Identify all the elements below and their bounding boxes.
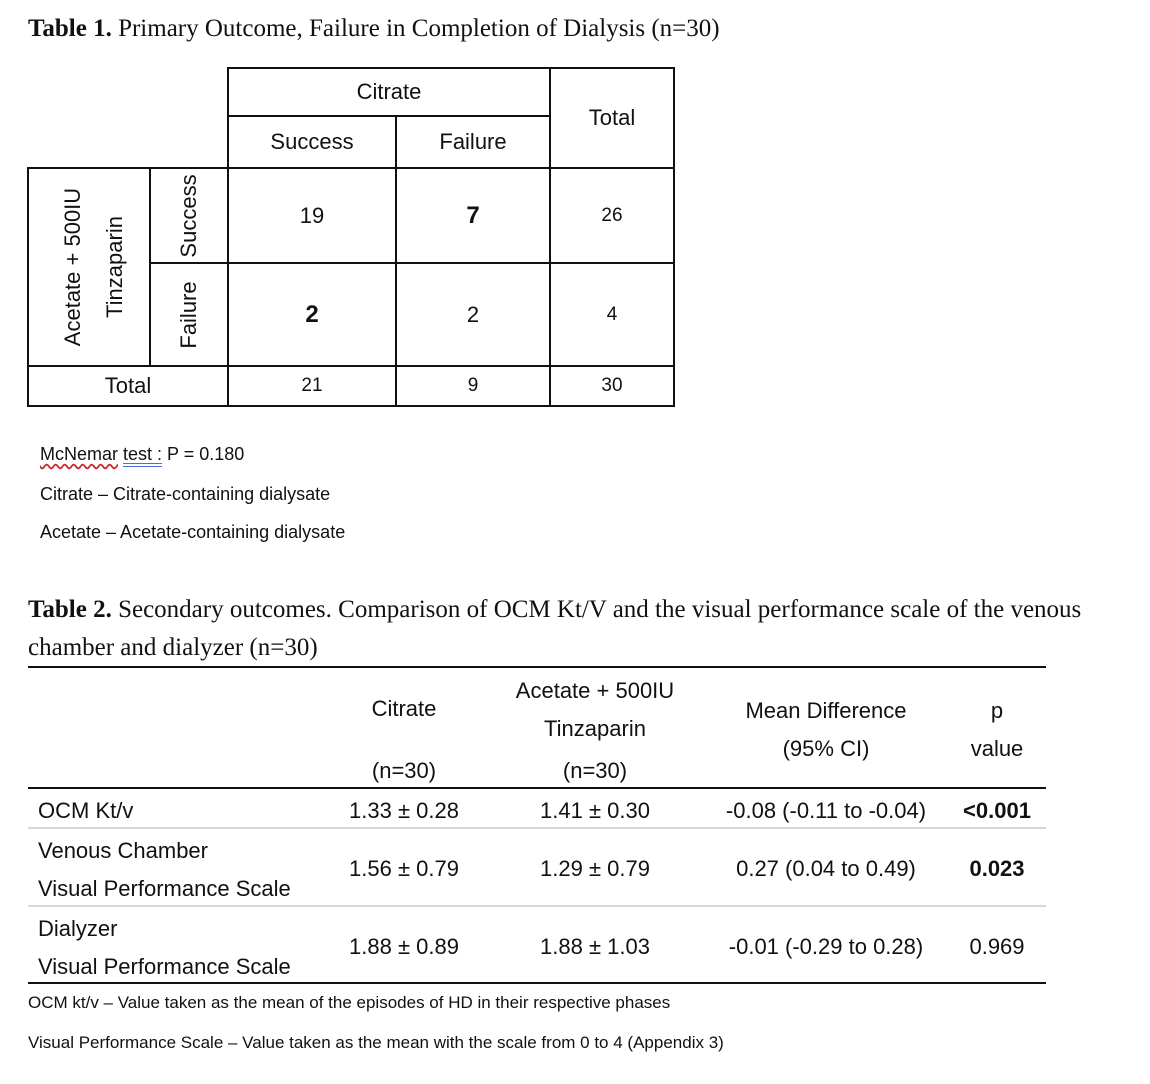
header-acetate-n: (n=30) [562,758,628,783]
table2-caption-label: Table 2. [28,596,112,623]
table2-caption-line2: chamber and dialyzer (n=30) [28,634,318,661]
footnote-ocm: OCM kt/v – Value taken as the mean of the episodes of HD in their respective phases [28,993,671,1012]
row2-label-line2: Visual Performance Scale [38,876,291,901]
cell-success-failure: 7 [396,168,550,263]
cell-total-total: 30 [550,366,674,406]
row-header-failure-label: Failure [176,280,201,349]
row-header-failure [150,263,228,366]
table2-caption-line1 [28,591,1081,629]
empty-corner [28,68,228,168]
row-header-success [150,168,228,263]
cell-failure-success: 2 [228,263,396,366]
row3-label-line2: Visual Performance Scale [38,954,291,979]
row-group-label-line1: Acetate + 500IU [60,187,85,347]
row3-mean-diff: -0.01 (-0.29 to 0.28) [728,934,924,959]
row2-label-line1: Venous Chamber [38,838,208,863]
header-citrate-n: (n=30) [371,758,437,783]
citrate-definition: Citrate – Citrate-containing dialysate [40,484,331,504]
row-group-acetate [28,168,150,366]
row3-acetate: 1.88 ± 1.03 [540,934,650,959]
mcnemar-word: McNemar [40,444,119,464]
col-header-success: Success [228,116,396,168]
table1-caption [28,10,720,48]
row2-acetate: 1.29 ± 0.79 [540,856,650,881]
row-divider [28,905,1046,907]
table2-caption-text: Secondary outcomes. Comparison of OCM Kt/V and the visual performance scale of the venous [111,596,1082,623]
row-header-total: Total [28,366,228,406]
table2-top-rule [28,666,1046,668]
mcnemar-note [40,444,244,465]
header-acetate-line2: Tinzaparin [544,716,646,741]
header-mean-diff-line2: (95% CI) [782,736,870,761]
row-group-label-line2: Tinzaparin [102,216,127,318]
test-word: test : [123,444,163,464]
cell-total-success: 21 [228,366,396,406]
row-header-success-label: Success [176,173,201,258]
cell-success-total: 26 [550,168,674,263]
row2-mean-diff: 0.27 (0.04 to 0.49) [736,856,916,881]
cell-failure-failure: 2 [396,263,550,366]
row3-citrate: 1.88 ± 0.89 [349,934,459,959]
row2-p-value: 0.023 [969,856,1025,881]
row2-citrate: 1.56 ± 0.79 [349,856,459,881]
contingency-table [27,67,675,407]
table2-header-rule [28,787,1046,789]
header-citrate: Citrate [371,696,437,721]
acetate-definition: Acetate – Acetate-containing dialysate [40,522,346,542]
col-header-failure: Failure [396,116,550,168]
table1-caption-text: Primary Outcome, Failure in Completion of Dialysis (n=30) [111,15,720,42]
header-acetate-line1: Acetate + 500IU [515,678,675,703]
col-header-total: Total [550,68,674,168]
cell-failure-total: 4 [550,263,674,366]
col-group-citrate: Citrate [228,68,550,116]
row1-acetate: 1.41 ± 0.30 [540,798,650,823]
row1-mean-diff: -0.08 (-0.11 to -0.04) [725,798,927,823]
header-p-line2: value [970,736,1024,761]
header-mean-diff-line1: Mean Difference [745,698,907,723]
row-divider [28,827,1046,829]
table1-caption-label: Table 1. [28,15,112,42]
row1-label: OCM Kt/v [38,798,134,823]
row1-citrate: 1.33 ± 0.28 [349,798,459,823]
row3-label-line1: Dialyzer [38,916,118,941]
cell-total-failure: 9 [396,366,550,406]
cell-success-success: 19 [228,168,396,263]
row3-p-value: 0.969 [969,934,1025,959]
table2-bottom-rule [28,982,1046,984]
footnote-vps: Visual Performance Scale – Value taken as the mean with the scale from 0 to 4 (Appendix 3) [28,1033,724,1052]
row1-p-value: <0.001 [963,798,1031,823]
p-value-text: P = 0.180 [162,444,245,464]
header-p-line1: p [990,698,1004,723]
